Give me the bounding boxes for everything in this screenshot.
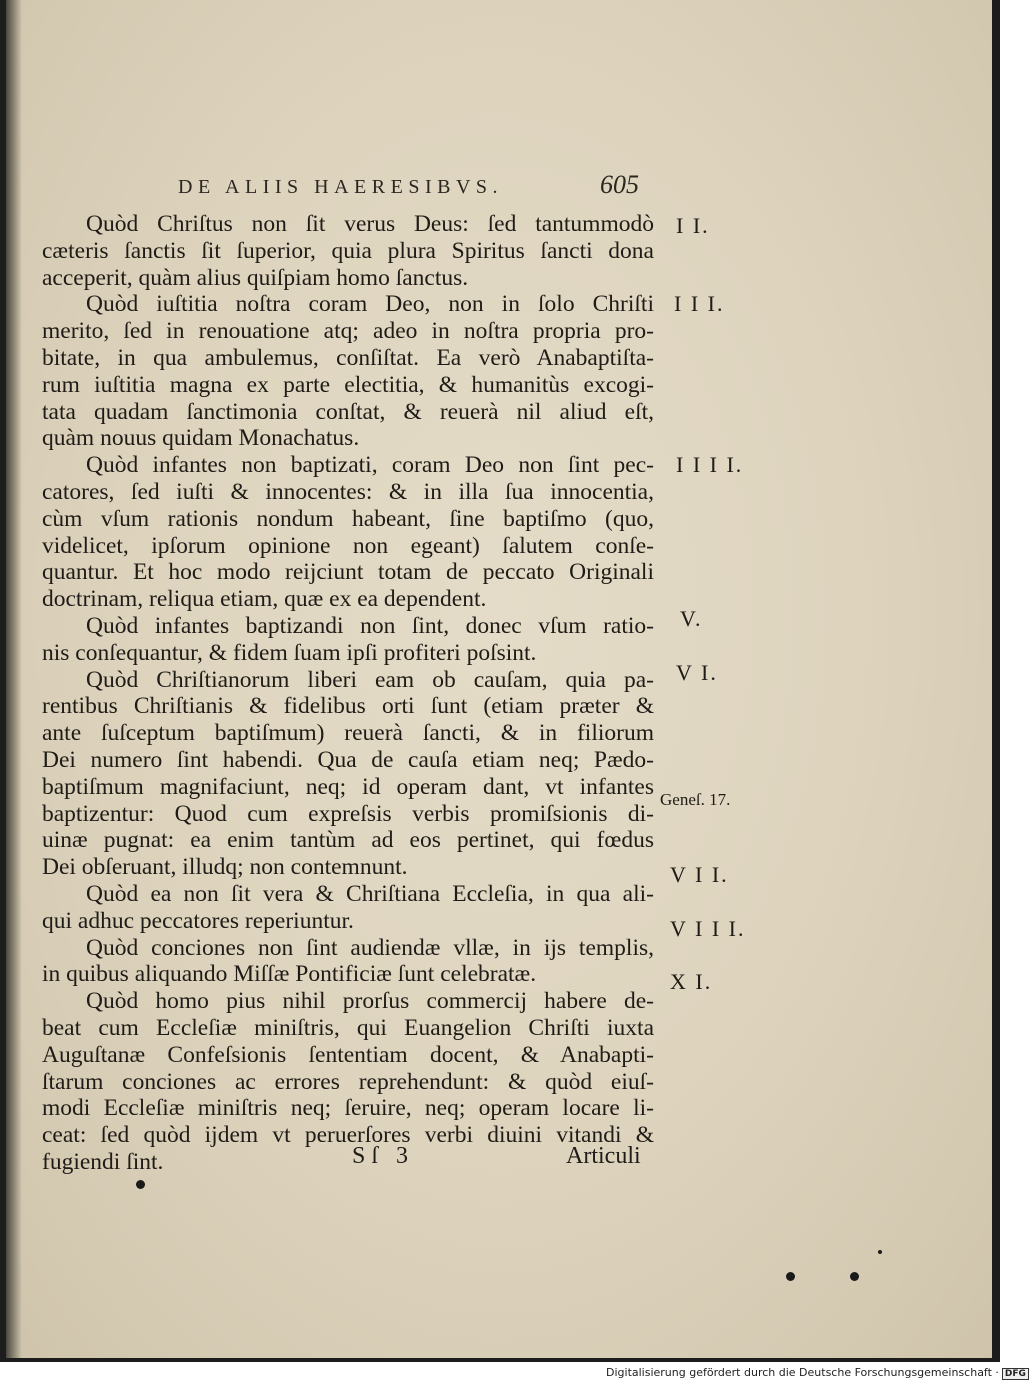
margin-note-article-3: I I I.: [674, 291, 725, 316]
text-line: uinæ pugnat: ea enim tantùm ad eos pertinet, qui fœdus: [42, 827, 654, 854]
text-line: rentibus Chriſtianis & fidelibus orti ſunt (etiam præter &: [42, 693, 654, 720]
text-line: Quòd Chriſtianorum liberi eam ob cauſam, quia pa-: [86, 666, 654, 693]
catchword: Articuli: [566, 1143, 641, 1169]
text-line: cùm vſum rationis nondum habeant, ſine baptiſmo (quo,: [42, 505, 654, 532]
footer-text: Digitalisierung gefördert durch die Deutsche Forschungsgemeinschaft ·: [606, 1366, 999, 1379]
margin-note-article-4: I I I I.: [676, 452, 744, 477]
text-line: Quòd infantes baptizandi non ſint, donec vſum ratio-: [86, 612, 654, 639]
margin-note-article-11: X I.: [670, 969, 713, 994]
text-line: Quòd infantes non baptizati, coram Deo non ſint pec-: [86, 452, 654, 479]
digitization-footer: [606, 1366, 1029, 1380]
text-line: Quòd conciones non ſint audiendæ vllæ, in ijs templis,: [86, 934, 654, 961]
text-line: Dei obſeruant, illudq; non contemnunt.: [42, 854, 408, 881]
text-line: videlicet, ipſorum opinione non egeant) ſalutem conſe-: [42, 532, 654, 559]
text-line: acceperit, quàm alius quiſpiam homo ſanctus.: [42, 264, 469, 291]
ink-spot: [878, 1250, 882, 1254]
text-line: Auguſtanæ Confeſsionis ſententiam docent, & Anabapti-: [42, 1041, 654, 1068]
text-line: ceat: ſed quòd ijdem vt peruerſores verbi diuini vitandi &: [42, 1122, 654, 1149]
text-line: beat cum Eccleſiæ miniſtris, qui Euangelion Chriſti iuxta: [42, 1014, 654, 1041]
text-line: ante ſuſceptum baptiſmum) reuerà ſancti, & in filiorum: [42, 720, 654, 747]
text-line: ſtarum conciones ac errores reprehendunt: & quòd eiuſ-: [42, 1068, 654, 1095]
margin-note-article-5: V.: [680, 606, 703, 631]
text-line: Dei numero ſint habendi. Qua de cauſa etiam neq; Pædo-: [42, 746, 654, 773]
text-line: modi Eccleſiæ miniſtris neq; ſeruire, neq; operam locare li-: [42, 1095, 654, 1122]
text-line: Quòd Chriſtus non ſit verus Deus: ſed tantummodò: [86, 211, 654, 237]
text-line: Quòd ea non ſit vera & Chriſtiana Eccleſia, in qua ali-: [86, 880, 654, 907]
text-line: bitate, in qua ambulemus, conſiſtat. Ea verò Anabaptiſta-: [42, 344, 654, 371]
dfg-logo: DFG: [1002, 1368, 1029, 1380]
text-line: tata quadam ſanctimonia conſtat, & reuerà nil aliud eſt,: [42, 398, 654, 425]
margin-note-article-8: V I I I.: [670, 916, 746, 941]
ink-spot: [850, 1272, 859, 1281]
text-line: rum iuſtitia magna ex parte electitia, & humanitùs excogi-: [42, 371, 654, 398]
text-line: quàm nouus quidam Monachatus.: [42, 425, 360, 452]
text-line: baptiſmum magnifaciunt, neq; id operam dant, vt infantes: [42, 773, 654, 800]
signature-mark: Sſ 3: [352, 1143, 415, 1169]
text-line: cæteris ſanctis ſit ſuperior, quia plura Spiritus ſancti dona: [42, 237, 654, 264]
text-line: fugiendi ſint.: [42, 1148, 164, 1175]
text-line: nis conſequantur, & fidem ſuam ipſi profiteri poſsint.: [42, 639, 537, 666]
body-text: [42, 211, 654, 1176]
margin-note-article-6: V I.: [676, 660, 718, 685]
margin-note-article-2: I I.: [676, 213, 710, 238]
margin-note-genesis-ref: Geneſ. 17.: [660, 790, 731, 809]
text-line: quantur. Et hoc modo reijciunt totam de peccato Originali: [42, 559, 654, 586]
page-spine-shadow: [6, 0, 22, 1358]
running-head: DE ALIIS HAERESIBVS.: [178, 176, 504, 198]
text-line: Quòd homo pius nihil prorſus commercij habere de-: [86, 988, 654, 1015]
text-line: baptizentur: Quod cum expreſsis verbis promiſsionis di-: [42, 800, 654, 827]
text-line: in quibus aliquando Miſſæ Pontificiæ ſunt celebratæ.: [42, 961, 537, 988]
ink-spot: [136, 1180, 145, 1189]
page-number: 605: [600, 170, 639, 199]
text-line: merito, ſed in renouatione atq; adeo in noſtra propria pro-: [42, 318, 654, 345]
text-line: Quòd iuſtitia noſtra coram Deo, non in ſolo Chriſti: [86, 291, 654, 318]
ink-spot: [786, 1272, 795, 1281]
text-line: catores, ſed iuſti & innocentes: & in illa ſua innocentia,: [42, 478, 654, 505]
margin-note-article-7: V I I.: [670, 862, 729, 887]
text-line: qui adhuc peccatores reperiuntur.: [42, 907, 354, 934]
text-line: doctrinam, reliqua etiam, quæ ex ea dependent.: [42, 586, 487, 613]
